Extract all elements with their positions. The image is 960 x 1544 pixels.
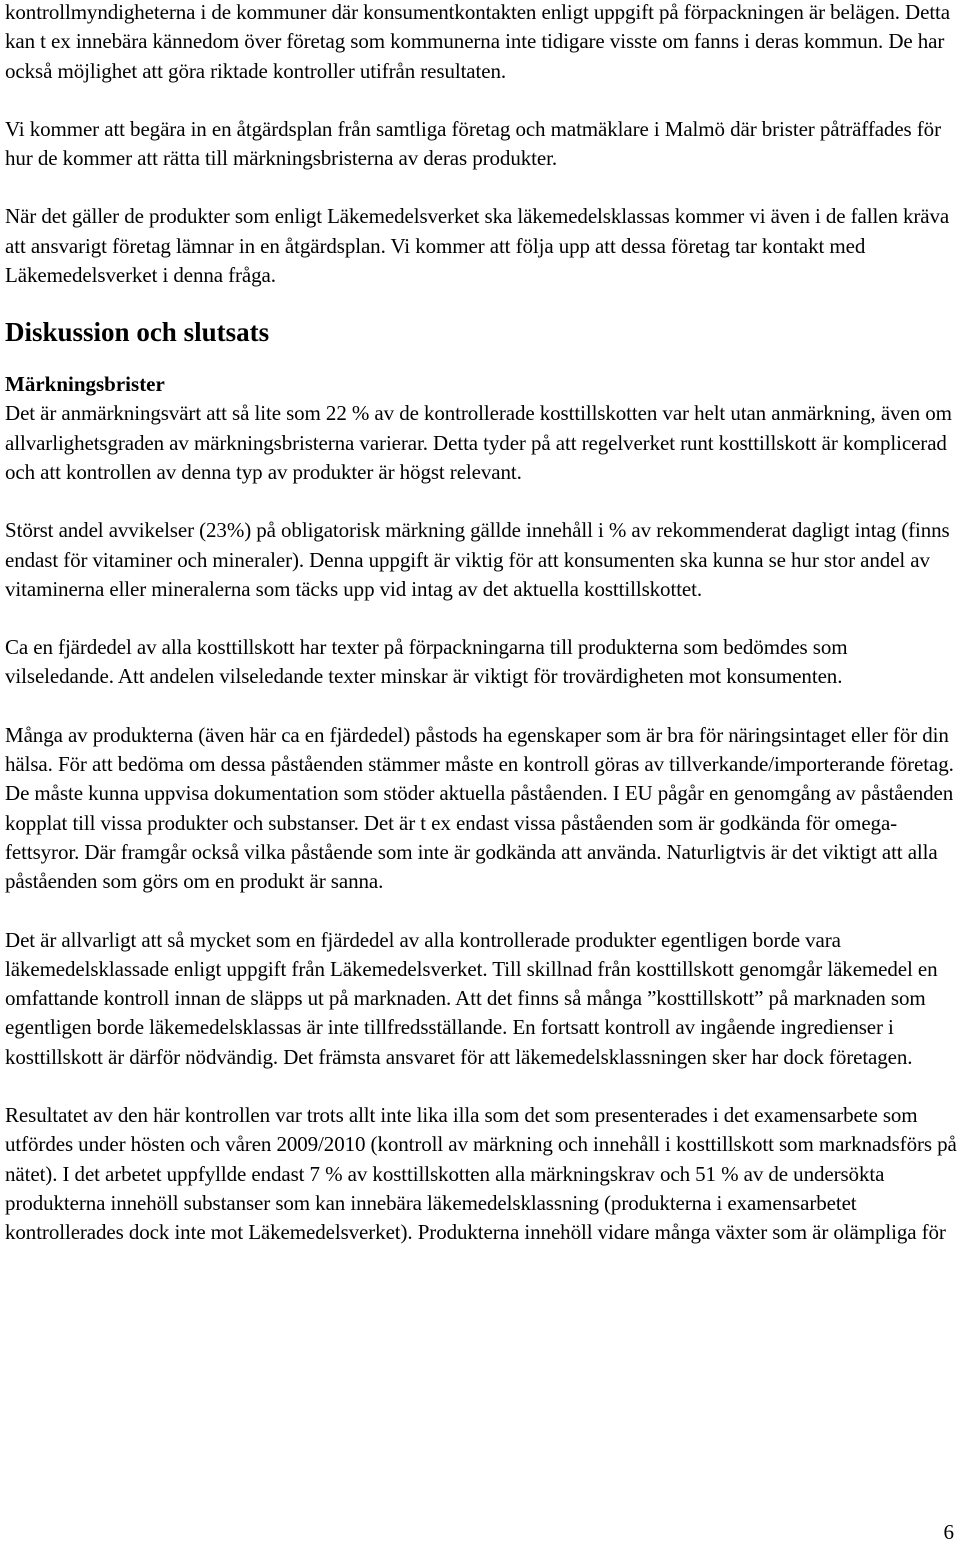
paragraph-atgardsplan-foretag: Vi kommer att begära in en åtgärdsplan från samtliga företag och matmäklare i Malmö där brister påträffades för hur de kommer att rätta till märkningsbristerna av deras produkter. — [5, 116, 941, 171]
document-page — [5, 0, 957, 1248]
paragraph-anmarkningsvart: Det är anmärkningsvärt att så lite som 22 % av de kontrollerade kosttillskotten var helt utan anmärkning, även om allvarlighetsgraden av märkningsbristerna varierar. Detta tyder på att regelverket runt kosttillskott är komplicerad och att kontrollen av denna typ av produkter är högst relevant. — [5, 401, 952, 484]
section-heading: Diskussion och slutsats — [5, 317, 270, 348]
subsection-heading: Märkningsbrister — [5, 372, 165, 397]
paragraph-pastaenden: Många av produkterna (även här ca en fjärdedel) påstods ha egenskaper som är bra för näringsintaget eller för din hälsa. För att bedöma om dessa påståenden stämmer måste en kontroll göras av tillverkande/importerande företag. De måste kunna uppvisa dokumentation som stöder aktuella påståenden. I EU pågår en genomgång av påståenden kopplat till vissa produkter och substanser. Det är t ex endast vissa påståenden som är godkända för omega-fettsyror. Där framgår också vilka påstående som inte är godkända att använda. Naturligtvis är det viktigt att alla påståenden som görs om en produkt är sanna. — [5, 722, 954, 894]
paragraph-resultatet: Resultatet av den här kontrollen var trots allt inte lika illa som det som presenterades i det examensarbete som utfördes under hösten och våren 2009/2010 (kontroll av märkning och innehåll i kosttillskott som marknadsförs på nätet). I det arbetet uppfyllde endast 7 % av kosttillskotten alla märkningskrav och 51 % av de undersökta produkterna innehöll substanser som kan innebära läkemedelsklassning (produkterna i examensarbetet kontrollerades dock inte mot Läkemedelsverket). Produkterna innehöll vidare många växter som är olämpliga för — [5, 1103, 957, 1245]
paragraph-storst-andel: Störst andel avvikelser (23%) på obligatorisk märkning gällde innehåll i % av rekommenderat dagligt intag (finns endast för vitaminer och mineraler). Denna uppgift är viktig för att konsumenten ska kunna se hur stor andel av vitaminerna eller mineralerna som täcks upp vid intag av det aktuella kosttillskottet. — [5, 518, 950, 601]
paragraph-lakemedelsverket: När det gäller de produkter som enligt Läkemedelsverket ska läkemedelsklassas kommer vi även i de fallen kräva att ansvarigt företag lämnar in en åtgärdsplan. Vi kommer att följa upp att dessa företag tar kontakt med Läkemedelsverket i denna fråga. — [5, 204, 950, 288]
paragraph-allvarligt: Det är allvarligt att så mycket som en fjärdedel av alla kontrollerade produkter egentligen borde vara läkemedelsklassade enligt uppgift från Läkemedelsverket. Till skillnad från kosttillskott genomgår läkemedel en omfattande kontroll innan de släpps ut på marknaden. Att det finns så många ”kosttillskott” på marknaden som egentligen borde läkemedelsklassas är inte tillfredsställande. En fortsatt kontroll av ingående ingredienser i kosttillskott är därför nödvändig. Det främsta ansvaret för att läkemedelsklassningen sker har dock företagen. — [5, 927, 938, 1069]
paragraph-kontrollmyndigheterna: kontrollmyndigheterna i de kommuner där konsumentkontakten enligt uppgift på förpackningen är belägen. Detta kan t ex innebära kännedom över företag som kommunerna inte tidigare visste om fanns i deras kommun. De har också möjlighet att göra riktade kontroller utifrån resultaten. — [5, 0, 951, 83]
page-number: 6 — [943, 1520, 954, 1544]
paragraph-vilseledande: Ca en fjärdedel av alla kosttillskott har texter på förpackningarna till produkterna som bedömdes som vilseledande. Att andelen vilseledande texter minskar är viktigt för trovärdigheten mot konsumenten. — [5, 635, 848, 689]
